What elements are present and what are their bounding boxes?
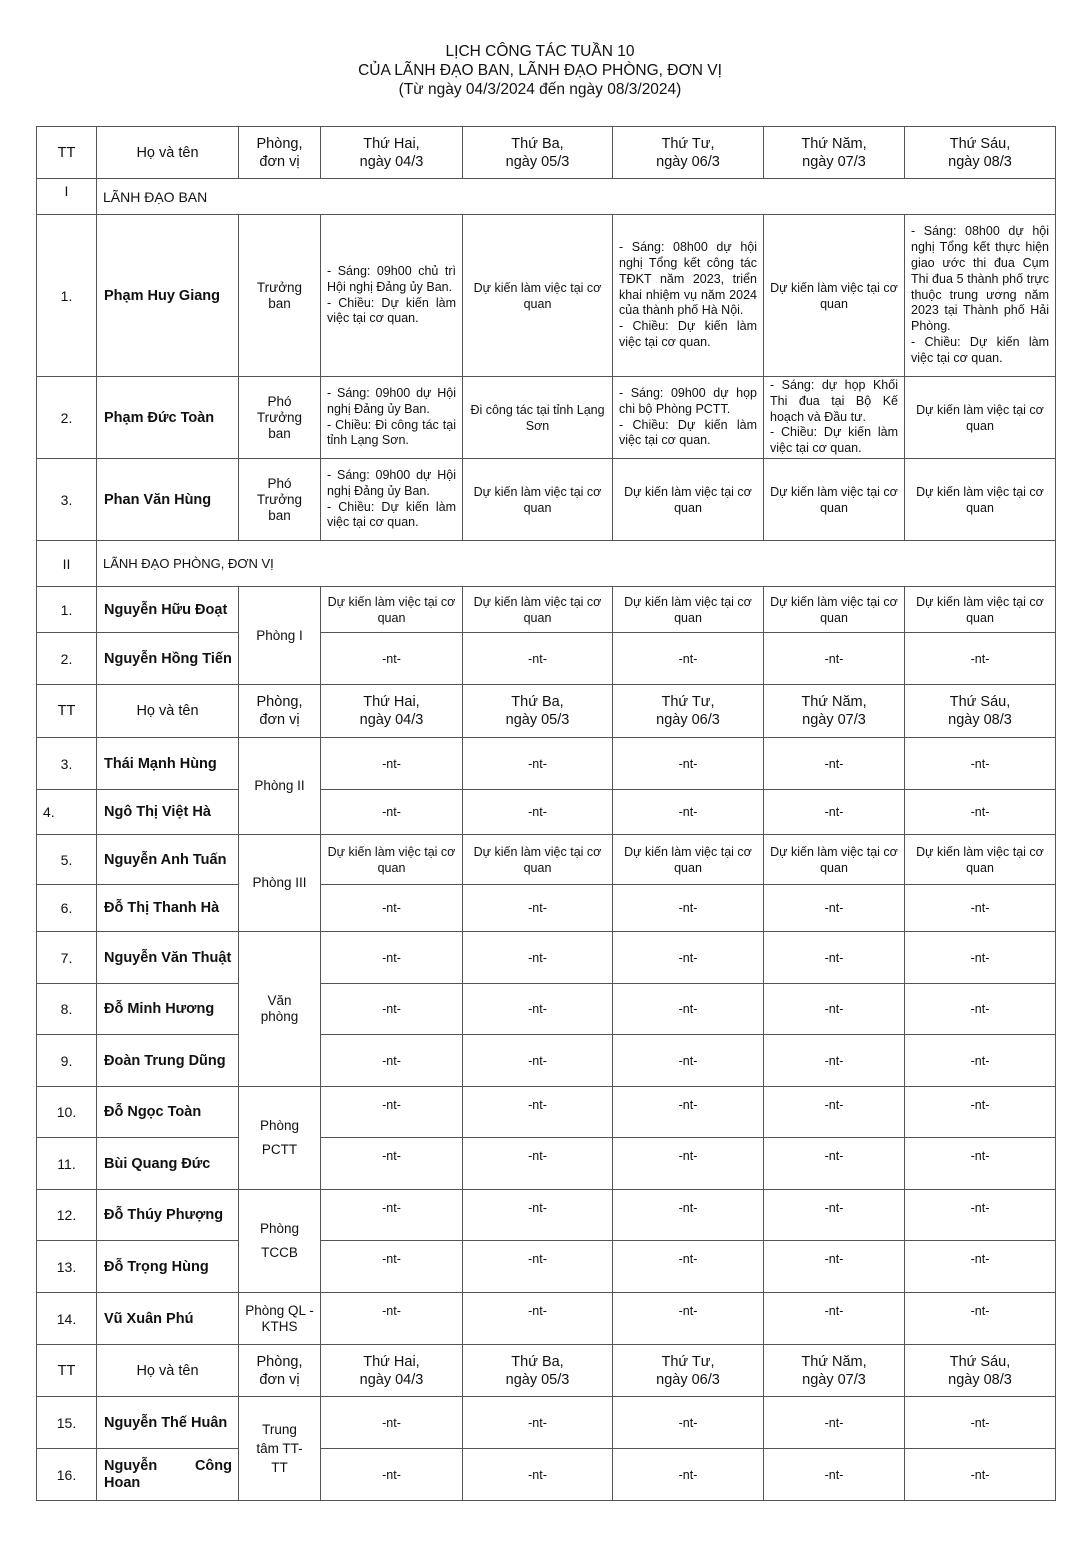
task-thu: -nt- — [764, 1190, 905, 1241]
header-name: Họ và tên — [97, 127, 239, 179]
person-unit: Phòng I — [239, 587, 321, 685]
task-tue: -nt- — [463, 633, 613, 685]
table-row — [37, 587, 1056, 633]
task-thu: -nt- — [764, 1397, 905, 1449]
header-day-tue: Thứ Ba, ngày 05/3 — [463, 685, 613, 738]
row-number: 2. — [37, 377, 97, 459]
task-mon: -nt- — [321, 1449, 463, 1501]
person-name: Vũ Xuân Phú — [97, 1293, 239, 1345]
task-wed: -nt- — [613, 633, 764, 685]
row-number: 16. — [37, 1449, 97, 1501]
task-wed: -nt- — [613, 1397, 764, 1449]
task-tue: Đi công tác tại tỉnh Lạng Sơn — [463, 377, 613, 459]
task-thu: - Sáng: dự họp Khối Thi đua tại Bộ Kế hoạch và Đầu tư. - Chiều: Dự kiến làm việc tại cơ quan. — [764, 377, 905, 459]
section-label: LÃNH ĐẠO BAN — [97, 179, 1056, 215]
task-fri: -nt- — [905, 738, 1056, 790]
task-mon: -nt- — [321, 1087, 463, 1138]
schedule-table-part1 — [36, 126, 1056, 685]
task-fri: - Sáng: 08h00 dự hội nghị Tổng kết thực hiện giao ước thi đua Cụm Thi đua 5 thành phố trực thuộc trung ương năm 2023 tại Thành phố Hải Phòng. - Chiều: Dự kiến làm việc tại cơ quan. — [905, 215, 1056, 377]
table-row — [37, 459, 1056, 541]
task-thu: Dự kiến làm việc tại cơ quan — [764, 587, 905, 633]
person-name: Đỗ Ngọc Toàn — [97, 1087, 239, 1138]
table-row — [37, 1397, 1056, 1449]
row-number: 1. — [37, 215, 97, 377]
row-number: 3. — [37, 459, 97, 541]
table-row — [37, 1138, 1056, 1190]
task-fri: Dự kiến làm việc tại cơ quan — [905, 835, 1056, 885]
header-name: Họ và tên — [97, 685, 239, 738]
task-fri: -nt- — [905, 633, 1056, 685]
task-wed: -nt- — [613, 984, 764, 1035]
person-name: Đoàn Trung Dũng — [97, 1035, 239, 1087]
row-number: 1. — [37, 587, 97, 633]
person-name: Phan Văn Hùng — [97, 459, 239, 541]
row-number: 2. — [37, 633, 97, 685]
person-name: Nguyễn Hữu Đoạt — [97, 587, 239, 633]
task-fri: -nt- — [905, 1293, 1056, 1345]
table-row — [37, 738, 1056, 790]
task-fri: -nt- — [905, 984, 1056, 1035]
task-mon: -nt- — [321, 1035, 463, 1087]
task-mon: - Sáng: 09h00 dự Hội nghị Đảng ủy Ban. - Chiều: Dự kiến làm việc tại cơ quan. — [321, 459, 463, 541]
person-name: Thái Mạnh Hùng — [97, 738, 239, 790]
task-mon: -nt- — [321, 984, 463, 1035]
header-day-mon: Thứ Hai, ngày 04/3 — [321, 685, 463, 738]
task-fri: Dự kiến làm việc tại cơ quan — [905, 587, 1056, 633]
person-name: Đỗ Minh Hương — [97, 984, 239, 1035]
task-wed: - Sáng: 09h00 dự họp chi bộ Phòng PCTT. - Chiều: Dự kiến làm việc tại cơ quan. — [613, 377, 764, 459]
person-name: Phạm Đức Toàn — [97, 377, 239, 459]
task-wed: -nt- — [613, 1190, 764, 1241]
schedule-table-part3 — [36, 1344, 1056, 1501]
header-day-wed: Thứ Tư, ngày 06/3 — [613, 127, 764, 179]
task-tue: Dự kiến làm việc tại cơ quan — [463, 587, 613, 633]
row-number: 13. — [37, 1241, 97, 1293]
table-row — [37, 932, 1056, 984]
task-mon: -nt- — [321, 885, 463, 932]
person-name: Nguyễn Thế Huân — [97, 1397, 239, 1449]
schedule-table-part2 — [36, 684, 1056, 1345]
task-mon: -nt- — [321, 1138, 463, 1190]
table-row — [37, 1293, 1056, 1345]
person-name: Ngô Thị Việt Hà — [97, 790, 239, 835]
person-name: Phạm Huy Giang — [97, 215, 239, 377]
header-day-fri: Thứ Sáu, ngày 08/3 — [905, 127, 1056, 179]
header-day-thu: Thứ Năm, ngày 07/3 — [764, 1345, 905, 1397]
section-label: LÃNH ĐẠO PHÒNG, ĐƠN VỊ — [97, 541, 1056, 587]
person-name: Nguyễn Văn Thuật — [97, 932, 239, 984]
task-thu: -nt- — [764, 633, 905, 685]
task-thu: Dự kiến làm việc tại cơ quan — [764, 215, 905, 377]
table-row — [37, 1241, 1056, 1293]
task-mon: -nt- — [321, 1293, 463, 1345]
doc-title-line2: CỦA LÃNH ĐẠO BAN, LÃNH ĐẠO PHÒNG, ĐƠN VỊ — [358, 62, 722, 79]
task-wed: - Sáng: 08h00 dự hội nghị Tổng kết công tác TĐKT năm 2023, triển khai nhiệm vụ năm 2024 của thành phố Hà Nội. - Chiều: Dự kiến làm việc tại cơ quan. — [613, 215, 764, 377]
task-wed: Dự kiến làm việc tại cơ quan — [613, 587, 764, 633]
table-row — [37, 984, 1056, 1035]
task-wed: -nt- — [613, 1449, 764, 1501]
section-number: II — [37, 541, 97, 587]
task-wed: -nt- — [613, 738, 764, 790]
row-number: 11. — [37, 1138, 97, 1190]
task-tue: -nt- — [463, 1035, 613, 1087]
task-tue: -nt- — [463, 885, 613, 932]
task-tue: -nt- — [463, 1449, 613, 1501]
task-thu: -nt- — [764, 885, 905, 932]
task-fri: -nt- — [905, 1190, 1056, 1241]
header-day-thu: Thứ Năm, ngày 07/3 — [764, 685, 905, 738]
row-number: 15. — [37, 1397, 97, 1449]
row-number: 8. — [37, 984, 97, 1035]
task-tue: -nt- — [463, 1241, 613, 1293]
header-tt: TT — [37, 127, 97, 179]
task-fri: Dự kiến làm việc tại cơ quan — [905, 377, 1056, 459]
task-thu: -nt- — [764, 1035, 905, 1087]
task-tue: Dự kiến làm việc tại cơ quan — [463, 215, 613, 377]
task-tue: -nt- — [463, 1397, 613, 1449]
task-fri: -nt- — [905, 1087, 1056, 1138]
task-fri: -nt- — [905, 1138, 1056, 1190]
person-name: Đỗ Trọng Hùng — [97, 1241, 239, 1293]
task-fri: -nt- — [905, 1241, 1056, 1293]
person-name: Nguyễn Hồng Tiến — [97, 633, 239, 685]
task-thu: -nt- — [764, 790, 905, 835]
doc-title-line3: (Từ ngày 04/3/2024 đến ngày 08/3/2024) — [398, 81, 682, 98]
row-number: 12. — [37, 1190, 97, 1241]
task-mon: -nt- — [321, 1397, 463, 1449]
table-row — [37, 377, 1056, 459]
task-thu: Dự kiến làm việc tại cơ quan — [764, 459, 905, 541]
person-unit: Phòng QL -KTHS — [239, 1293, 321, 1345]
header-day-wed: Thứ Tư, ngày 06/3 — [613, 1345, 764, 1397]
task-mon: - Sáng: 09h00 dự Hội nghị Đảng ủy Ban. - Chiều: Đi công tác tại tỉnh Lạng Sơn. — [321, 377, 463, 459]
task-thu: -nt- — [764, 1449, 905, 1501]
task-mon: -nt- — [321, 633, 463, 685]
task-wed: -nt- — [613, 1087, 764, 1138]
table-row — [37, 1449, 1056, 1501]
section-row — [37, 541, 1056, 587]
task-fri: -nt- — [905, 790, 1056, 835]
header-day-fri: Thứ Sáu, ngày 08/3 — [905, 685, 1056, 738]
task-thu: -nt- — [764, 738, 905, 790]
task-tue: Dự kiến làm việc tại cơ quan — [463, 459, 613, 541]
person-name: Đỗ Thúy Phượng — [97, 1190, 239, 1241]
table-row — [37, 790, 1056, 835]
table-row — [37, 835, 1056, 885]
person-unit: Phòng III — [239, 835, 321, 932]
task-mon: Dự kiến làm việc tại cơ quan — [321, 835, 463, 885]
task-fri: -nt- — [905, 1449, 1056, 1501]
task-wed: -nt- — [613, 885, 764, 932]
row-number: 10. — [37, 1087, 97, 1138]
task-wed: -nt- — [613, 1293, 764, 1345]
header-day-mon: Thứ Hai, ngày 04/3 — [321, 1345, 463, 1397]
person-name: Bùi Quang Đức — [97, 1138, 239, 1190]
row-number: 3. — [37, 738, 97, 790]
header-unit: Phòng, đơn vị — [239, 685, 321, 738]
table-row — [37, 633, 1056, 685]
task-fri: -nt- — [905, 932, 1056, 984]
task-tue: -nt- — [463, 790, 613, 835]
task-wed: -nt- — [613, 1035, 764, 1087]
task-fri: -nt- — [905, 885, 1056, 932]
table-row — [37, 215, 1056, 377]
header-tt: TT — [37, 685, 97, 738]
header-day-thu: Thứ Năm, ngày 07/3 — [764, 127, 905, 179]
row-number: 6. — [37, 885, 97, 932]
header-day-tue: Thứ Ba, ngày 05/3 — [463, 1345, 613, 1397]
person-unit: Phòng TCCB — [239, 1190, 321, 1293]
table-row — [37, 1190, 1056, 1241]
header-day-mon: Thứ Hai, ngày 04/3 — [321, 127, 463, 179]
task-fri: Dự kiến làm việc tại cơ quan — [905, 459, 1056, 541]
task-wed: -nt- — [613, 1138, 764, 1190]
header-day-fri: Thứ Sáu, ngày 08/3 — [905, 1345, 1056, 1397]
person-unit: Phòng II — [239, 738, 321, 835]
table-row — [37, 885, 1056, 932]
person-name: Nguyễn Công Hoan — [97, 1449, 239, 1501]
header-tt: TT — [37, 1345, 97, 1397]
task-tue: -nt- — [463, 1087, 613, 1138]
task-mon: -nt- — [321, 790, 463, 835]
task-tue: -nt- — [463, 984, 613, 1035]
task-wed: -nt- — [613, 1241, 764, 1293]
task-thu: -nt- — [764, 984, 905, 1035]
task-wed: Dự kiến làm việc tại cơ quan — [613, 835, 764, 885]
task-wed: -nt- — [613, 932, 764, 984]
table-row — [37, 1035, 1056, 1087]
table-header-row — [37, 127, 1056, 179]
person-unit: Phó Trưởng ban — [239, 459, 321, 541]
doc-title-line1: LỊCH CÔNG TÁC TUẦN 10 — [445, 43, 635, 60]
task-thu: -nt- — [764, 1087, 905, 1138]
header-unit: Phòng, đơn vị — [239, 127, 321, 179]
task-tue: -nt- — [463, 1138, 613, 1190]
task-thu: -nt- — [764, 1138, 905, 1190]
task-tue: -nt- — [463, 932, 613, 984]
task-tue: -nt- — [463, 738, 613, 790]
table-header-row — [37, 1345, 1056, 1397]
header-name: Họ và tên — [97, 1345, 239, 1397]
task-fri: -nt- — [905, 1035, 1056, 1087]
task-tue: Dự kiến làm việc tại cơ quan — [463, 835, 613, 885]
row-number: 9. — [37, 1035, 97, 1087]
task-mon: - Sáng: 09h00 chủ trì Hội nghị Đảng ủy Ban. - Chiều: Dự kiến làm việc tại cơ quan. — [321, 215, 463, 377]
task-wed: -nt- — [613, 790, 764, 835]
task-thu: Dự kiến làm việc tại cơ quan — [764, 835, 905, 885]
task-mon: -nt- — [321, 738, 463, 790]
task-mon: -nt- — [321, 1241, 463, 1293]
section-number: I — [37, 179, 97, 215]
table-header-row — [37, 685, 1056, 738]
task-mon: Dự kiến làm việc tại cơ quan — [321, 587, 463, 633]
task-mon: -nt- — [321, 932, 463, 984]
row-number: 5. — [37, 835, 97, 885]
header-unit: Phòng, đơn vị — [239, 1345, 321, 1397]
row-number: 14. — [37, 1293, 97, 1345]
task-wed: Dự kiến làm việc tại cơ quan — [613, 459, 764, 541]
task-thu: -nt- — [764, 932, 905, 984]
row-number: 7. — [37, 932, 97, 984]
person-unit: Trung tâm TT-TT — [239, 1397, 321, 1501]
person-unit: Trưởng ban — [239, 215, 321, 377]
person-unit: Văn phòng — [239, 932, 321, 1087]
task-fri: -nt- — [905, 1397, 1056, 1449]
row-number: 4. — [37, 790, 97, 835]
header-day-wed: Thứ Tư, ngày 06/3 — [613, 685, 764, 738]
header-day-tue: Thứ Ba, ngày 05/3 — [463, 127, 613, 179]
task-thu: -nt- — [764, 1241, 905, 1293]
task-mon: -nt- — [321, 1190, 463, 1241]
task-thu: -nt- — [764, 1293, 905, 1345]
person-unit: Phó Trưởng ban — [239, 377, 321, 459]
task-tue: -nt- — [463, 1190, 613, 1241]
person-name: Đỗ Thị Thanh Hà — [97, 885, 239, 932]
section-row — [37, 179, 1056, 215]
table-row — [37, 1087, 1056, 1138]
person-unit: Phòng PCTT — [239, 1087, 321, 1190]
person-name: Nguyễn Anh Tuấn — [97, 835, 239, 885]
task-tue: -nt- — [463, 1293, 613, 1345]
